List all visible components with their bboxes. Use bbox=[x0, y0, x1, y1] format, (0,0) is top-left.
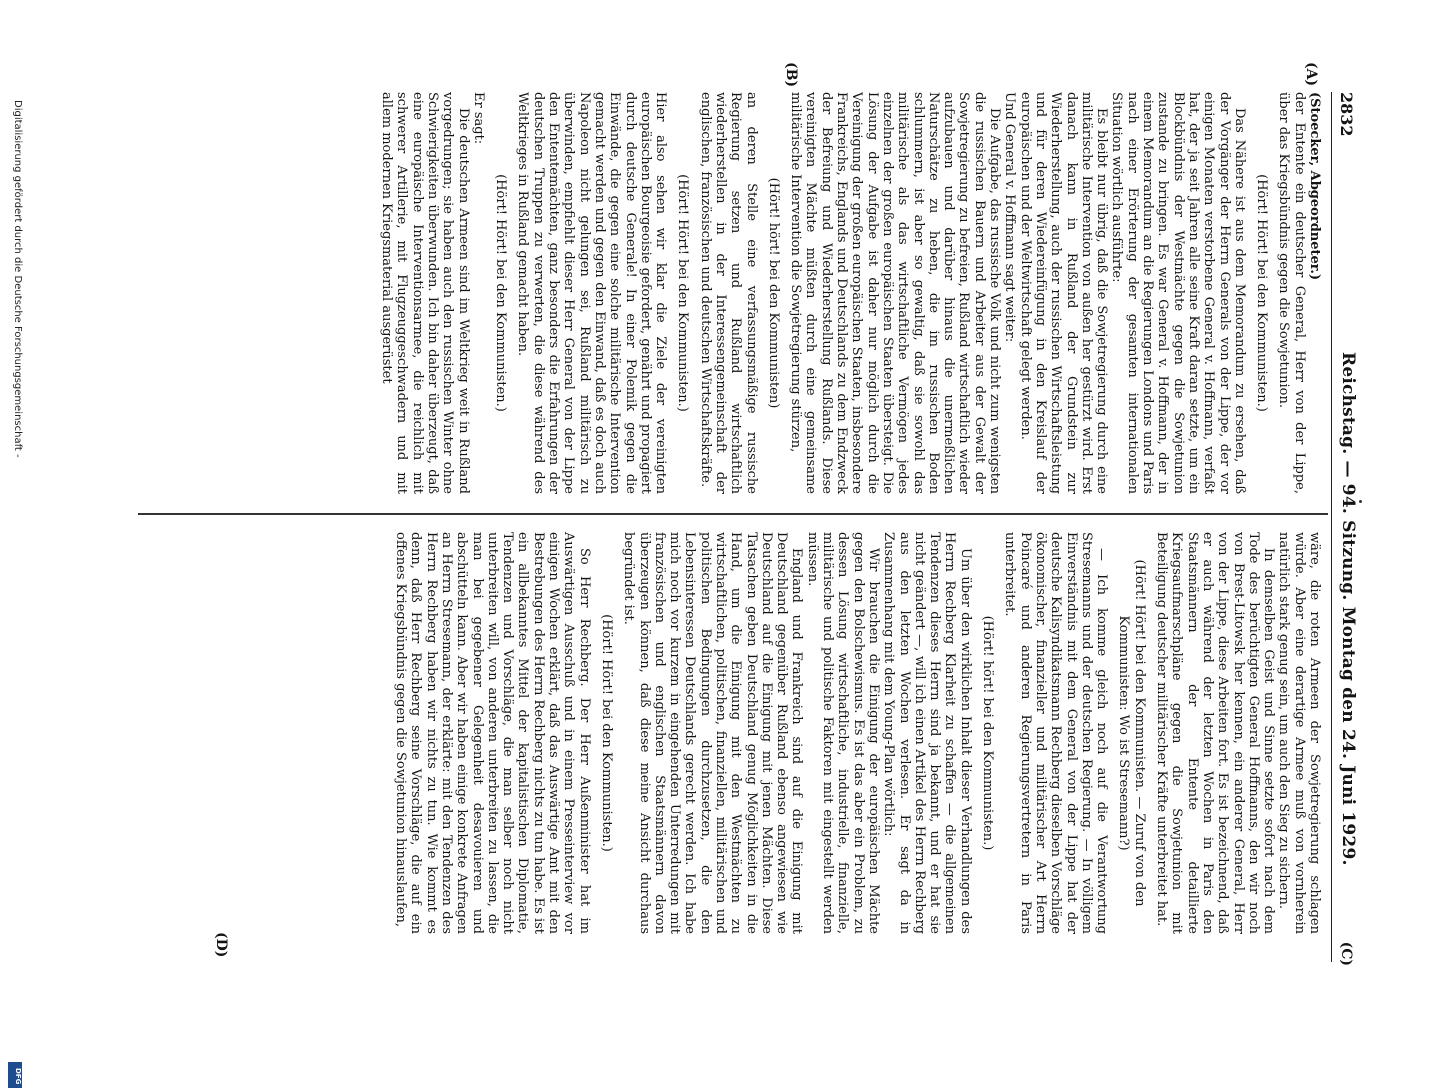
right-column bbox=[393, 532, 1322, 934]
funding-sidebar bbox=[8, 100, 23, 1085]
margin-mark-d: (D) bbox=[213, 932, 229, 958]
interjection: (Hört! Hört! bei den Kommunisten.) bbox=[598, 614, 614, 852]
quotation: England und Frankreich sind auf die Einigung mit Deutschland gegenüber Rußland ebenso angewiesen wie Deutschland auf die Einigung mit jenen Mächten. Diese Tatsachen geben Deutschland genug Möglichkeiten in die Hand, um die Einigung mit den Westmächten zu wirtschaftlichen, politischen, finanziellen, militärischen und politischen Bedingungen durchzusetzen, die den Lebensinteressen Deutschlands gerecht werden. Ich habe mich noch vor kurzem in eingehenden Unterredungen mit französischen und englischen Staatsmännern davon überzeugen können, daß diese meine Ansicht durchaus begründet ist. bbox=[621, 532, 805, 934]
paragraph: So Herr Rechberg. Der Herr Außenminister hat im Auswärtigen Ausschuß und in einem Presseinterview vor einigen Wochen erklärt, daß das Auswärtige Amt mit den Bestrebungen des Herrn Rechberg nichts zu tun habe. Es ist ein allbekanntes Mittel der kapitalistischen Diplomatie, Tendenzen und Vorschläge, die man selber noch nicht unterbreiten will, von anderen unterbreiten zu lassen, die man bei gegebener Gelegenheit desavouieren und abschütteln kann. Aber wir haben einige konkrete Anfragen an Herrn Stresemann, der erklärte: mit den Tendenzen des Herrn Rechberg haben wir nichts zu tun. Wie kommt es denn, daß Herr Rechberg seine Vorschläge, die auf ein offenes Kriegsbündnis gegen die Sowjetunion hinauslaufen, bbox=[393, 532, 592, 934]
scan-dot bbox=[1359, 500, 1362, 503]
column-divider bbox=[138, 513, 1328, 515]
quotation: Die Aufgabe, das russische Volk und nicht zum wenigsten die russischen Bauern und Arbeiter aus der Gewalt der Sowjetregierung zu befreien, Rußland wirtschaftlich wieder aufzubauen und darüber hinaus die unermeßlichen Naturschätze zu heben, die im russischen Boden schlummern, ist aber so gewaltig, daß sie sowohl das militärische als das wirtschaftliche Vermögen jedes einzelnen der großen europäischen Staaten übersteigt. Die Lösung der Aufgabe ist daher nur möglich durch die Vereinigung der großen europäischen Staaten, insbesondere Frankreichs, Englands und Deutschlands zu dem Endzweck der Befreiung und Wiederherstellung Rußlands. Diese vereinigten Mächte müßten durch eine gemeinsame militärische Intervention die Sowjetregierung stürzen, bbox=[788, 92, 1003, 494]
left-column bbox=[379, 92, 1322, 494]
speaker-line: (Stoecker, Abgeordneter.) bbox=[1307, 92, 1322, 281]
paragraph: Und General v. Hoffmann sagt weiter: bbox=[1002, 92, 1018, 343]
interjection: (Hört! Hört! bei den Kommunisten.) bbox=[1254, 174, 1270, 412]
interjection: (Hört! Hört! bei den Kommunisten.) bbox=[493, 174, 509, 412]
margin-mark-c: (C) bbox=[1338, 941, 1354, 966]
quotation: an deren Stelle eine verfassungsmäßige russische Regierung setzen und Rußland wirtschaftlich wiederherstellen in der Interessengemeinschaft der englischen, französischen und deutschen Wirtschaftskräfte. bbox=[697, 92, 759, 494]
margin-mark-b: (B) bbox=[783, 62, 799, 88]
page-title: Reichstag. — 94. Sitzung. Montag den 24. Juni 1929. bbox=[1338, 352, 1358, 866]
quotation: Die deutschen Armeen sind im Weltkrieg weit in Rußland vorgedrungen; sie haben auch den russischen Winter ohne Schwierigkeiten überwunden. Ich bin daher überzeugt, daß eine europäische Interventionsarmee, die reichlich mit schwerer Artillerie, mit Flugzeuggeschwadern und mit allem modernen Kriegsmaterial ausgerüstet bbox=[379, 92, 471, 494]
interjection: (Hört! hört! bei den Kommunisten) bbox=[765, 177, 781, 409]
paragraph: In demselben Geist und Sinne setzte sofort nach dem Tode des berüchtigten General Hoffmanns, den wir noch von Brest-Litowsk her kennen, ein anderer General, Herr von der Lippe, diese Arbeiten fort. Es ist bezeichnend, daß er auch während der letzten Wochen in Paris den Staatsmännern der Entente detaillierte Kriegsaufmarschpläne gegen die Sowjetunion mit Beteiligung deutscher militärischer Kräfte unterbreitet hat. bbox=[1154, 532, 1277, 934]
margin-mark-a: (A) bbox=[1303, 62, 1319, 87]
document-page bbox=[78, 62, 1358, 966]
quotation: wäre, die roten Armeen der Sowjetregierung schlagen würde. Aber eine derartige Armee muß von vornherein natürlich stark genug sein, um auch den Sieg zu sichern. bbox=[1276, 532, 1322, 934]
dfg-logo: DFG bbox=[8, 1062, 22, 1088]
paragraph: Hier also sehen wir klar die Ziele der vereinigten europäischen Bourgeoisie gefordert, genährt und propagiert durch deutsche Generale! In einer Polemik gegen die Einwände, die gegen eine solche militärische Intervention gemacht werden und gegen den Einwand, daß es doch auch Napoleon nicht gelungen sei, Rußland militärisch zu überwinden, empfiehlt dieser Herr General von der Lippe den Ententemächten, ganz besonders die Erfahrungen der deutschen Truppen zu verwerten, die diese während des Weltkrieges in Rußland gemacht haben. bbox=[515, 92, 669, 494]
interjection: (Hört! Hört! bei den Kommunisten. — Zuruf von den Kommunisten: Wo ist Stresemann?) bbox=[1116, 559, 1147, 907]
paragraph: — Ich komme gleich noch auf die Verantwortung Stresemanns und der deutschen Regierung. — In völligem Einverständnis mit dem General von der Lippe hat der deutsche Kalisyndikatsmann Rechberg dieselben Vorschläge ökonomischer, finanzieller und militärischer Art Herrn Poincaré und anderen Regierungsvertretern in Paris unterbreitet. bbox=[1002, 532, 1110, 934]
page-number: 2832 bbox=[1337, 92, 1356, 137]
quotation: Es bleibt nur übrig, daß die Sowjetregierung durch eine militärische Intervention von außen her gestürzt wird. Erst danach kann in Rußland der Grundstein zur Wiederherstellung, auch der russischen Wirtschaftsleistung und für deren Wiedereinfügung in den Kreislauf der europäischen und der Weltwirtschaft gelegt werden. bbox=[1017, 92, 1110, 494]
paragraph: Er sagt: bbox=[470, 92, 486, 145]
interjection: (Hört! Hört! bei den Kommunisten.) bbox=[675, 174, 691, 412]
paragraph: Um über den wirklichen Inhalt dieser Verhandlungen des Herrn Rechberg Klarheit zu schaffen — die allgemeinen Tendenzen dieses Herrn sind ja bekannt, und er hat sie nicht geändert —, will ich einen Artikel des Herrn Rechberg aus den letzten Wochen verlesen. Er sagt da in Zusammenhang mit dem Young-Plan wörtlich: bbox=[881, 532, 973, 934]
paragraph: Das Nähere ist aus dem Memorandum zu ersehen, daß der Vorgänger der Herrn Generals von der Lippe, der vor einigen Monaten verstorbene General v. Hoffmann, verfaßt hat, der ja seit Jahren alle seine Kraft daran setzte, um ein Blockbündnis der Westmächte gegen die Sowjetunion zustande zu bringen. Es war General v. Hoffmann, der in einem Memorandum an die Regierungen Londons und Paris nach einer Erörterung der gesamten internationalen Situation wörtlich ausführte: bbox=[1109, 92, 1247, 494]
page-header bbox=[1331, 92, 1358, 966]
interjection: (Hört! hört! bei den Kommunisten.) bbox=[980, 615, 996, 851]
paragraph: der Entente ein deutscher General, Herr von der Lippe, über das Kriegsbündnis gegen die Sowjetunion. bbox=[1276, 92, 1307, 494]
quotation: Wir brauchen die Einigung der europäischen Mächte gegen den Bolschewismus. Es ist das aber ein Problem, zu dessen Lösung wirtschaftliche, industrielle, finanzielle, militärische und politische Faktoren mit eingestellt werden müssen. bbox=[804, 532, 881, 934]
funding-note: Digitalisierung gefördert durch die Deutsche Forschungsgemeinschaft - bbox=[12, 100, 23, 458]
